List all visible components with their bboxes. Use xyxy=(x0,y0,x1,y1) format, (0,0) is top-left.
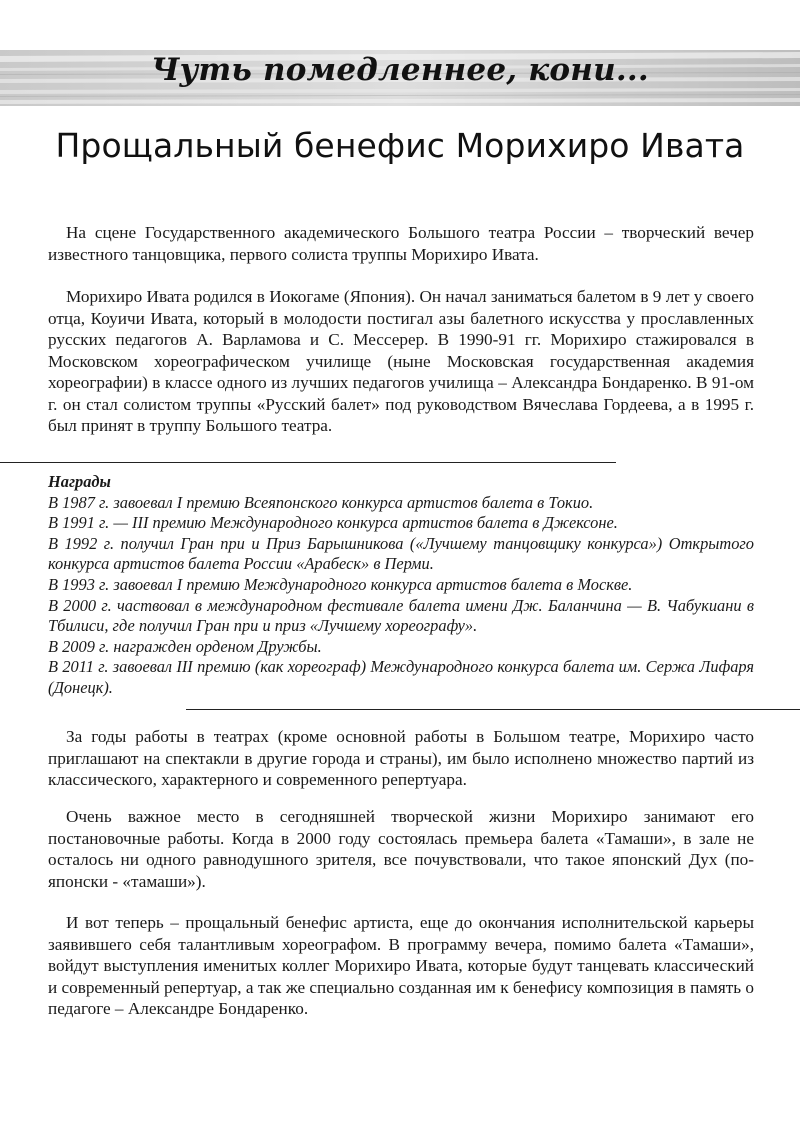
intro-paragraph-2: Морихиро Ивата родился в Иокогаме (Япония). Он начал заниматься балетом в 9 лет у своего отца, Коуичи Ивата, который в молодости постигал азы балетного искусства у прославленных русских педагогов А. Варламова и С. Мессерер. В 1990-91 гг. Морихиро стажировался в Московском хореографическом училище (ныне Московская государственная академия хореографии) в классе одного из лучших педагогов училища – Александра Бондаренко. В 91-ом г. он стал солистом труппы «Русский балет» под руководством Вячеслава Гордеева, а в 1995 г. был принят в труппу Большого театра. xyxy=(48,287,754,435)
body-paragraph-3: И вот теперь – прощальный бенефис артиста, еще до окончания исполнительской карьеры заявившего себя талантливым хореографом. В программу вечера, помимо балета «Тамаши», войдут выступления именитых коллег Морихиро Ивата, которые будут танцевать классический и современный репертуар, а так же специально созданная им к бенефису композиция в память о педагоге – Александре Бондаренко. xyxy=(48,913,754,1018)
awards-section xyxy=(48,472,754,699)
kicker-title: Чуть помедленнее, кони... xyxy=(151,52,649,88)
award-item: В 2009 г. награжден орденом Дружбы. xyxy=(48,636,322,656)
body-paragraph-1: За годы работы в театрах (кроме основной работы в Большом театре, Морихиро часто приглашают на спектакли в другие города и страны), им было исполнено множество партий из классического, характерного и современного репертуара. xyxy=(48,727,754,789)
intro-paragraph-1: На сцене Государственного академического Большого театра России – творческий вечер известного танцовщика, первого солиста труппы Морихиро Ивата. xyxy=(48,223,754,264)
body-paragraph-2: Очень важное место в сегодняшней творческой жизни Морихиро занимают его постановочные работы. Когда в 2000 году состоялась премьера балета «Тамаши», в зале не осталось ни одного равнодушного зрителя, все почувствовали, что такое японский Дух (по-японски - «тамаши»). xyxy=(48,807,754,891)
award-item: В 1993 г. завоевал I премию Международного конкурса артистов балета в Москве. xyxy=(48,574,633,594)
award-item: В 2000 г. частвовал в международном фестивале балета имени Дж. Баланчина — В. Чабукиани в Тбилиси, где получил Гран при и приз «Лучшему хореографу». xyxy=(48,595,754,636)
divider-top xyxy=(0,462,616,463)
page-title: Прощальный бенефис Морихиро Ивата xyxy=(55,126,745,165)
divider-bottom xyxy=(186,709,800,710)
awards-title: Награды xyxy=(48,472,111,491)
award-item: В 1987 г. завоевал I премию Всеяпонского конкурса артистов балета в Токио. xyxy=(48,492,594,512)
award-item: В 2011 г. завоевал III премию (как хореограф) Международного конкурса балета им. Сержа Лифаря (Донецк). xyxy=(48,657,754,697)
award-item: В 1991 г. — III премию Международного конкурса артистов балета в Джексоне. xyxy=(48,513,618,533)
award-item: В 1992 г. получил Гран при и Приз Барышникова («Лучшему танцовщику конкурса») Открытого конкурса артистов балета России «Арабеск» в Перми. xyxy=(48,533,754,574)
